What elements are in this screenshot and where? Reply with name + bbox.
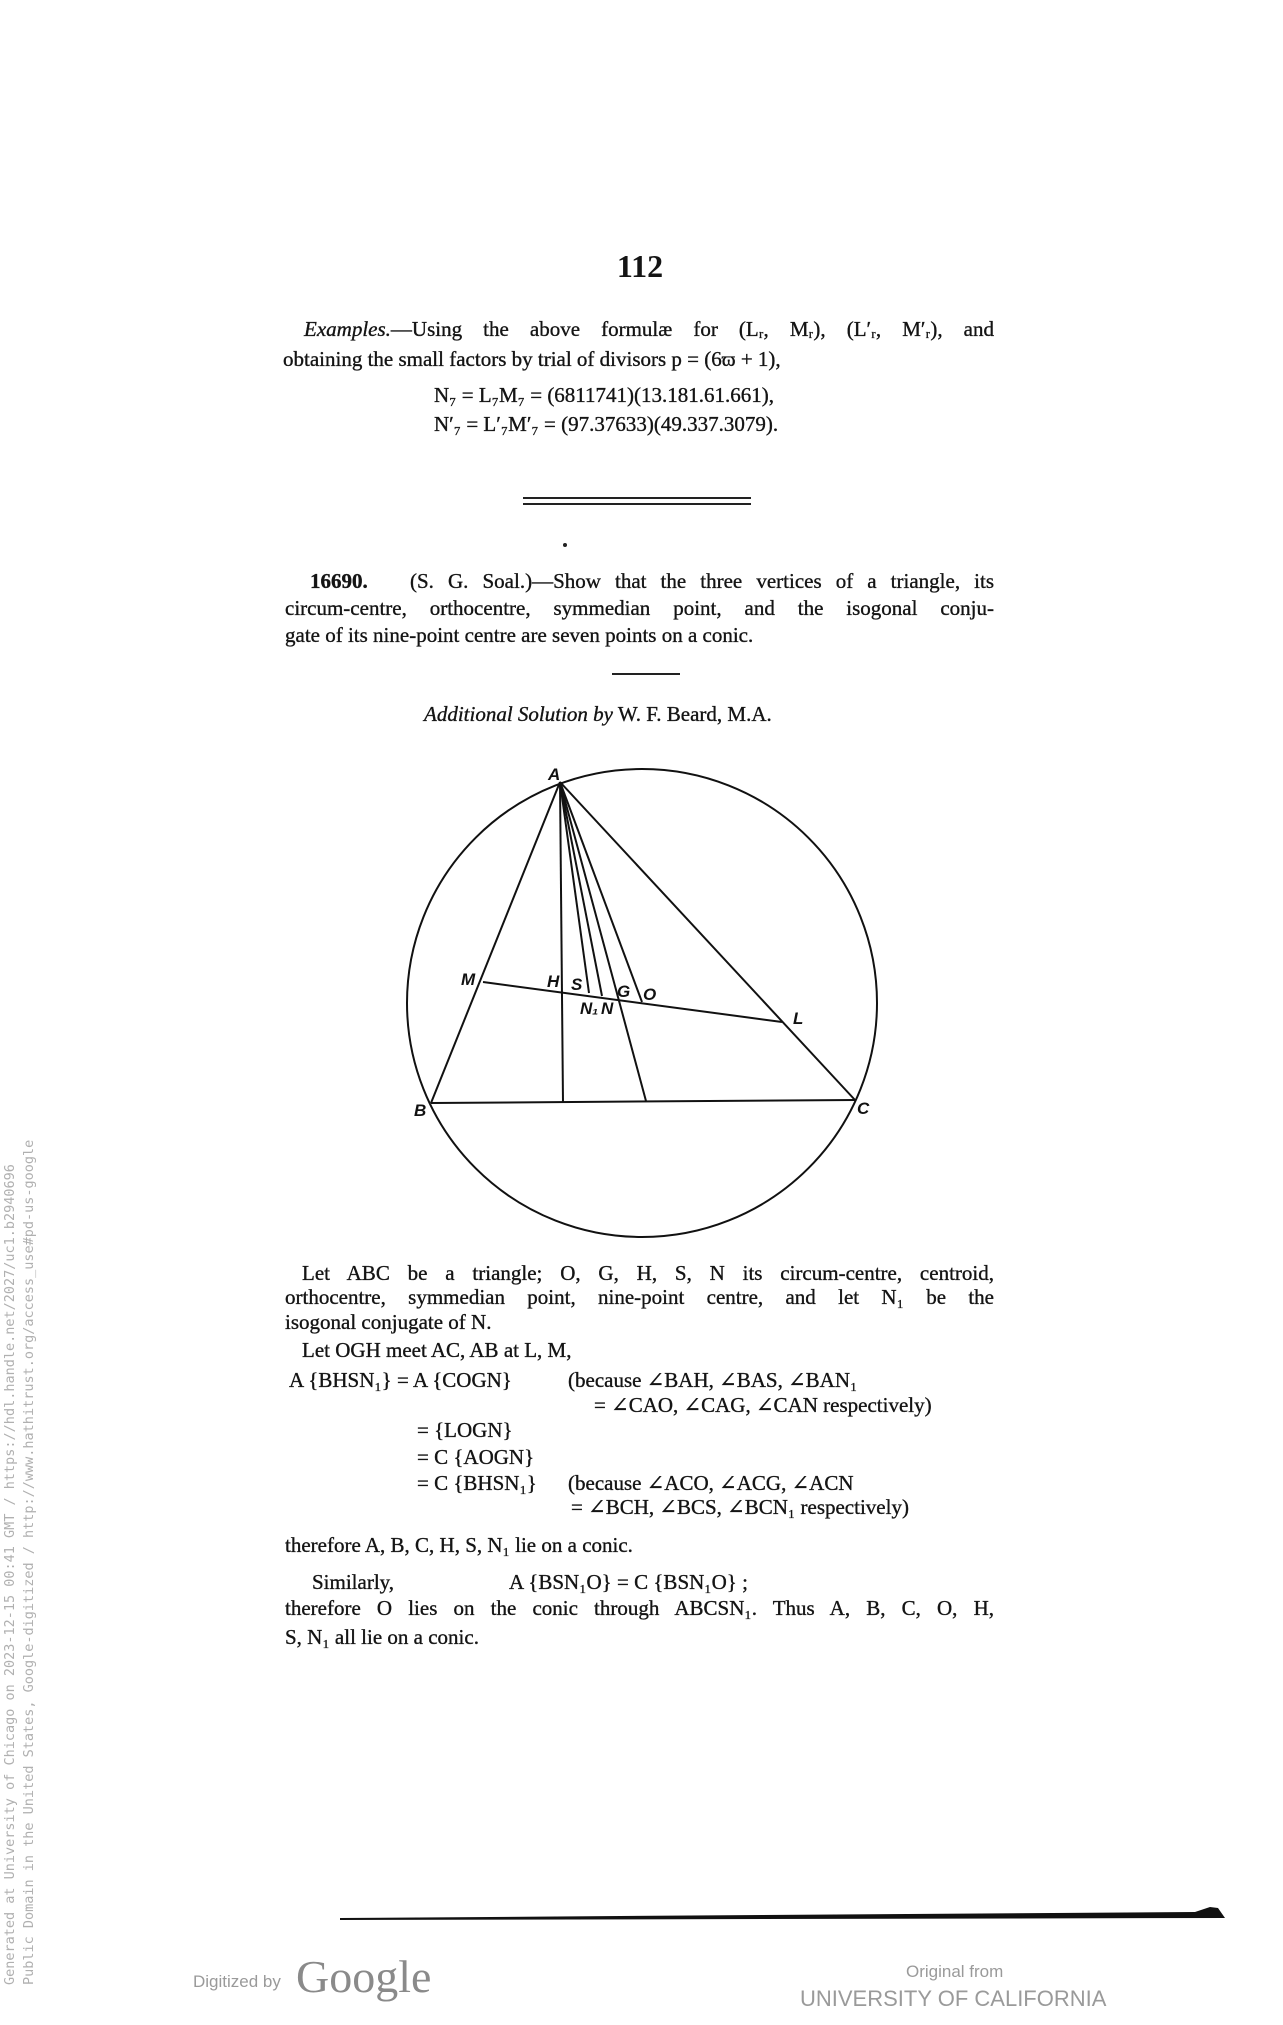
problem-number: 16690. — [310, 569, 368, 593]
side-ab — [431, 782, 560, 1103]
label-o: O — [643, 985, 657, 1004]
label-m: M — [461, 970, 476, 989]
similarly-equation: A {BSN₁O} = C {BSN₁O} ; — [509, 1570, 748, 1594]
solution-line-4: Let OGH meet AC, AB at L, M, — [302, 1338, 572, 1362]
label-h: H — [547, 972, 560, 991]
symmedian-as — [560, 782, 589, 993]
page-number: 112 — [616, 248, 664, 284]
equation-d-because: (because ∠ACO, ∠ACG, ∠ACN — [568, 1471, 854, 1495]
watermark-line-1: Generated at University of Chicago on 2023-12-15 00:41 GMT / https://hdl.handle.net/2027/uc1.b2940696 — [2, 1164, 18, 1985]
problem-author: (S. G. Soal.) — [409, 569, 533, 593]
equation-d: = C {BHSN₁} — [417, 1471, 537, 1495]
equation-d-continued: = ∠BCH, ∠BCS, ∠BCN₁ respectively) — [571, 1495, 909, 1519]
google-logo: Google — [296, 1951, 432, 2002]
line-an1 — [560, 782, 602, 996]
label-s: S — [571, 975, 583, 994]
label-g: G — [617, 982, 631, 1001]
equation-a-continued: = ∠CAO, ∠CAG, ∠CAN respectively) — [594, 1393, 932, 1417]
bottom-rule — [0, 1900, 1283, 1930]
equation-c: = C {AOGN} — [417, 1445, 535, 1469]
examples-text: —Using the above formulæ for (Lᵣ, Mᵣ), (L′ᵣ, M′ᵣ), and — [390, 317, 994, 341]
label-n: N — [601, 999, 614, 1018]
equation-b: = {LOGN} — [417, 1418, 513, 1442]
line-ao — [560, 782, 642, 1002]
equation-n7-prime: N′₇ = L′₇M′₇ = (97.37633)(49.337.3079). — [434, 412, 779, 436]
original-from-label: Original from — [906, 1962, 1004, 1981]
solution-line-2: orthocentre, symmedian point, nine-point centre, and let N₁ be the — [285, 1285, 994, 1309]
label-c: C — [857, 1099, 870, 1118]
therefore-line-3: S, N₁ all lie on a conic. — [285, 1625, 479, 1649]
label-l: L — [793, 1009, 804, 1028]
median-ag — [560, 782, 646, 1101]
therefore-line-2: therefore O lies on the conic through ABCSN₁. Thus A, B, C, O, H, — [285, 1596, 994, 1620]
therefore-line-1: therefore A, B, C, H, S, N₁ lie on a conic. — [285, 1533, 633, 1557]
equation-n7: N₇ = L₇M₇ = (6811741)(13.181.61.661), — [434, 383, 775, 407]
solution-line-1: Let ABC be a triangle; O, G, H, S, N its circum-centre, centroid, — [302, 1261, 994, 1285]
watermark-line-2: Public Domain in the United States, Google-digitized / http://www.hathitrust.org/access_use#pd-us-google — [21, 1139, 37, 1985]
problem-text: —Show that the three vertices of a triangle, its — [532, 569, 994, 593]
side-ac — [560, 782, 855, 1100]
label-b: B — [414, 1101, 427, 1120]
problem-line-3: gate of its nine-point centre are seven points on a conic. — [285, 623, 754, 647]
solution-line-3: isogonal conjugate of N. — [285, 1310, 492, 1334]
label-n1: N₁ — [580, 999, 599, 1018]
side-bc — [431, 1100, 855, 1103]
equation-a-lhs: A {BHSN₁} = A {COGN} — [289, 1368, 512, 1392]
label-a: A — [548, 765, 561, 784]
solution-author: W. F. Beard, M.A. — [617, 702, 772, 726]
similarly-label: Similarly, — [312, 1570, 395, 1594]
solution-heading-italic: Additional Solution by — [424, 702, 613, 726]
equation-a-because: (because ∠BAH, ∠BAS, ∠BAN₁ — [568, 1368, 858, 1392]
problem-line-2: circum-centre, orthocentre, symmedian point, and the isogonal conju- — [285, 596, 994, 620]
examples-label: Examples. — [304, 317, 391, 341]
euler-line-ml — [483, 982, 782, 1022]
examples-line-2: obtaining the small factors by trial of divisors p = (6ϖ + 1), — [283, 347, 781, 371]
digitized-by-label: Digitized by — [193, 1972, 281, 1991]
altitude-ah — [560, 782, 563, 1103]
institution-label: UNIVERSITY OF CALIFORNIA — [800, 1986, 1107, 2011]
